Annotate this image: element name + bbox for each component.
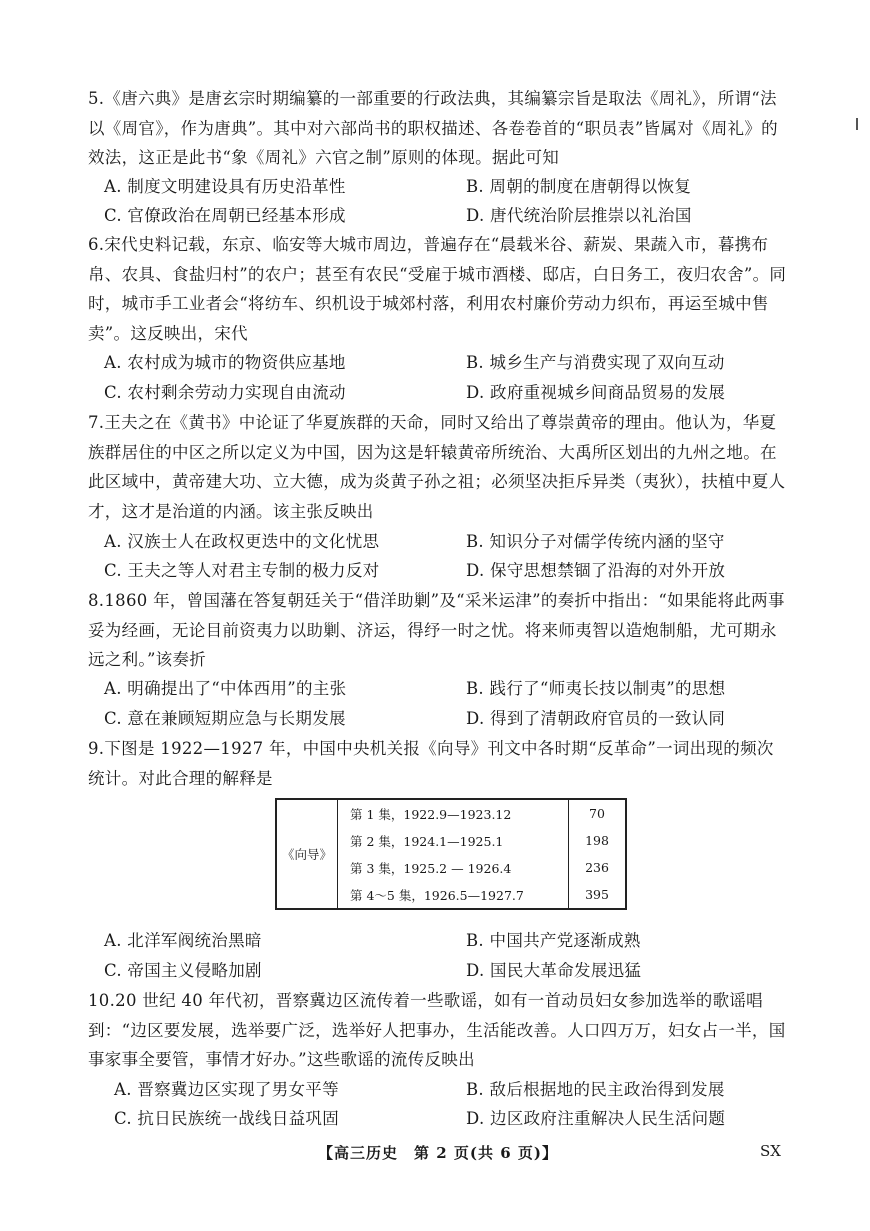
table-count-cell: 70: [569, 799, 627, 827]
table-period-cell: 第 4～5 集，1926.5—1927.7: [338, 881, 569, 909]
question-10-option-c: C. 抗日民族统一战线日益巩固: [114, 1109, 340, 1128]
question-8-option-b: B. 践行了“师夷长技以制夷”的思想: [466, 679, 726, 698]
page-number-label: 【高三历史 第 2 页(共 6 页)】: [318, 1144, 558, 1162]
question-10-option-a: A. 晋察冀边区实现了男女平等: [114, 1080, 339, 1099]
table-count-cell: 236: [569, 854, 627, 881]
question-6-option-d: D. 政府重视城乡间商品贸易的发展: [466, 383, 726, 402]
question-8-stem: 8.1860 年，曾国藩在答复朝廷关于“借洋助剿”及“采米运津”的奏折中指出：“如果能将此两事妥为经画，无论目前资夷力以助剿、济运，得纾一时之忧。将来师夷智以造炮制船，尤可期永远之利。”该奏折: [88, 591, 785, 669]
question-9-stem: 9.下图是 1922—1927 年，中国中央机关报《向导》刊文中各时期“反革命”一词出现的频次统计。对此合理的解释是: [88, 739, 774, 788]
question-5-option-c: C. 官僚政治在周朝已经基本形成: [104, 206, 346, 225]
page-footer: [0, 1142, 870, 1166]
table-period-cell: 第 3 集，1925.2 — 1926.4: [338, 854, 569, 881]
question-7-option-a: A. 汉族士人在政权更迭中的文化忧思: [104, 532, 380, 551]
table-period-cell: 第 1 集，1922.9—1923.12: [338, 799, 569, 827]
question-9-option-d: D. 国民大革命发展迅猛: [466, 961, 642, 980]
question-9-option-c: C. 帝国主义侵略加剧: [104, 961, 262, 980]
question-7-option-c: C. 王夫之等人对君主专制的极力反对: [104, 561, 380, 580]
table-row: [276, 799, 626, 827]
question-6-stem: 6.宋代史料记载，东京、临安等大城市周边，普遍存在“晨载米谷、薪炭、果蔬入市，暮携布帛、农具、食盐归村”的农户；甚至有农民“受雇于城市酒楼、邸店，白日务工，夜归农舍”。同时，城市手工业者会“将纺车、织机设于城郊村落，利用农村廉价劳动力织布，再运至城中售卖”。这反映出，宋代: [88, 235, 787, 343]
xiangdao-frequency-table: [275, 798, 627, 910]
question-7-option-b: B. 知识分子对儒学传统内涵的坚守: [466, 532, 725, 551]
question-5-option-a: A. 制度文明建设具有历史沿革性: [104, 177, 346, 196]
question-8-option-d: D. 得到了清朝政府官员的一致认同: [466, 709, 726, 728]
question-6-option-c: C. 农村剩余劳动力实现自由流动: [104, 383, 346, 402]
table-count-cell: 198: [569, 827, 627, 854]
paper-code: SX: [760, 1142, 781, 1160]
table-count-cell: 395: [569, 881, 627, 909]
table-period-cell: 第 2 集，1924.1—1925.1: [338, 827, 569, 854]
question-8-option-a: A. 明确提出了“中体西用”的主张: [104, 679, 347, 698]
question-7-option-d: D. 保守思想禁锢了沿海的对外开放: [466, 561, 726, 580]
question-10-stem: 10.20 世纪 40 年代初，晋察冀边区流传着一些歌谣，如有一首动员妇女参加选举的歌谣唱到：“边区要发展，选举要广泛，选举好人把事办，生活能改善。人口四万万，妇女占一半，国事家事全要管，事情才好办。”这些歌谣的流传反映出: [88, 991, 786, 1069]
question-10-option-d: D. 边区政府注重解决人民生活问题: [466, 1109, 726, 1128]
table-title-cell: 《向导》: [276, 799, 338, 909]
question-10-option-b: B. 敌后根据地的民主政治得到发展: [466, 1080, 725, 1099]
question-7-stem: 7.王夫之在《黄书》中论证了华夏族群的天命，同时又给出了尊崇黄帝的理由。他认为，华夏族群居住的中区之所以定义为中国，因为这是轩辕黄帝所统治、大禹所区划出的九州之地。在此区域中，黄帝建大功、立大德，成为炎黄子孙之祖；必须坚决拒斥异类（夷狄），扶植中夏人才，这才是治道的内涵。该主张反映出: [88, 413, 786, 521]
question-5-option-b: B. 周朝的制度在唐朝得以恢复: [466, 177, 692, 196]
question-9-option-a: A. 北洋军阀统治黑暗: [104, 931, 262, 950]
question-6-option-b: B. 城乡生产与消费实现了双向互动: [466, 353, 725, 372]
question-6-option-a: A. 农村成为城市的物资供应基地: [104, 353, 346, 372]
question-5-stem: 5.《唐六典》是唐玄宗时期编纂的一部重要的行政法典，其编纂宗旨是取法《周礼》，所谓“法以《周官》，作为唐典”。其中对六部尚书的职权描述、各卷卷首的“职员表”皆属对《周礼》的效法，这正是此书“象《周礼》六官之制”原则的体现。据此可知: [88, 89, 778, 167]
question-5-option-d: D. 唐代统治阶层推崇以礼治国: [466, 206, 692, 225]
margin-mark: [856, 118, 858, 130]
question-9-option-b: B. 中国共产党逐渐成熟: [466, 931, 641, 950]
question-8-option-c: C. 意在兼顾短期应急与长期发展: [104, 709, 346, 728]
